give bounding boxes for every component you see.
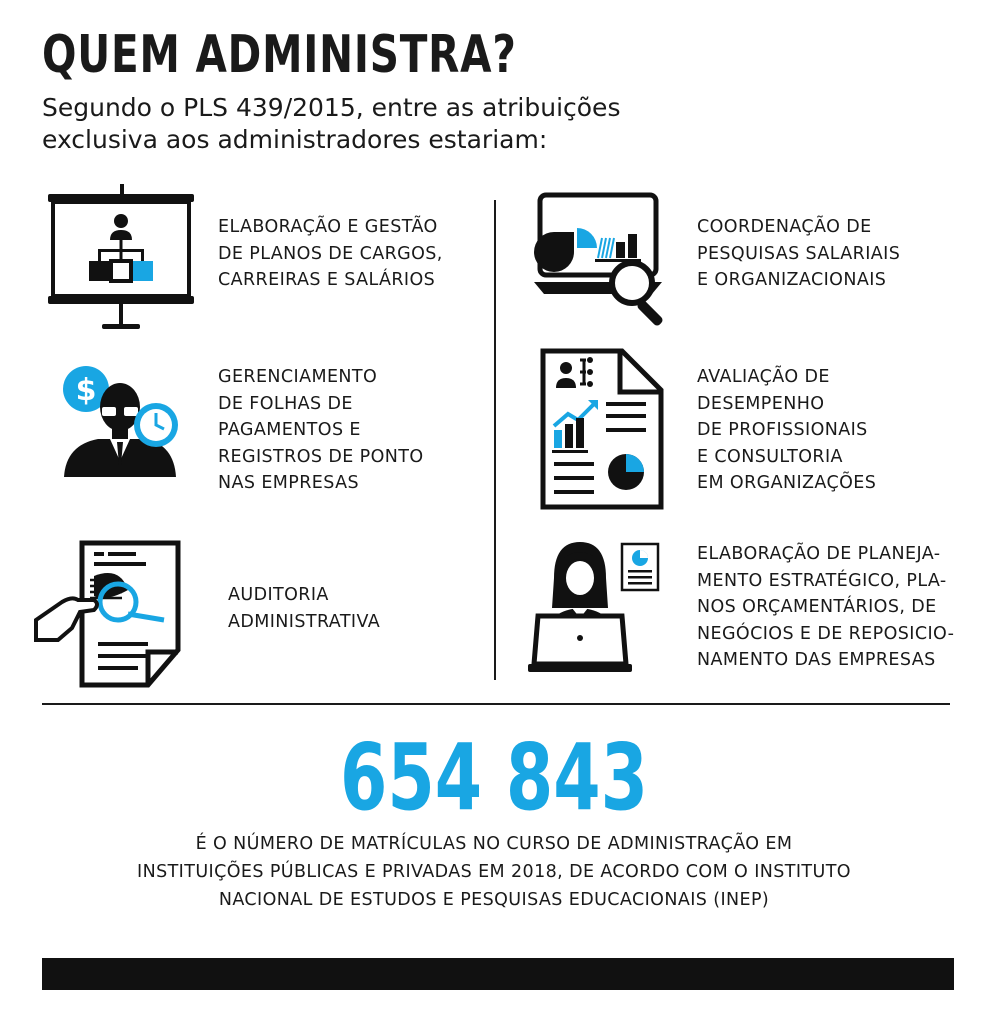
- column-divider: [494, 200, 496, 680]
- page-title: QUEM ADMINISTRA?: [42, 25, 517, 85]
- businessman-payroll-clock-icon: [60, 365, 180, 485]
- item-text-auditoria: AUDITORIA ADMINISTRATIVA: [228, 585, 381, 632]
- enrollment-number: 654 843: [340, 724, 648, 831]
- item-text-pesquisas-salariais: COORDENAÇÃO DE PESQUISAS SALARIAIS E ORGANIZACIONAIS: [697, 217, 901, 290]
- subtitle-text: Segundo o PLS 439/2015, entre as atribuições exclusiva aos administradores estariam:: [42, 93, 621, 154]
- page-subtitle: [42, 92, 742, 156]
- section-divider: [42, 703, 950, 705]
- item-text-avaliacao-desempenho: AVALIAÇÃO DE DESEMPENHO DE PROFISSIONAIS E CONSULTORIA EM ORGANIZAÇÕES: [697, 367, 877, 493]
- org-chart-presentation-icon: [46, 184, 196, 334]
- footer-bar: [42, 958, 954, 990]
- performance-report-document-icon: [540, 348, 664, 510]
- audit-document-hand-icon: [32, 540, 182, 688]
- item-text-folhas-pagamento: GERENCIAMENTO DE FOLHAS DE PAGAMENTOS E REGISTROS DE PONTO NAS EMPRESAS: [218, 367, 424, 493]
- item-text-planos-cargos: ELABORAÇÃO E GESTÃO DE PLANOS DE CARGOS, CARREIRAS E SALÁRIOS: [218, 217, 443, 290]
- laptop-analytics-magnifier-icon: [532, 190, 672, 330]
- svg-text:$: $: [75, 373, 97, 408]
- woman-laptop-planning-icon: [526, 538, 666, 678]
- item-text-planejamento-estrategico: ELABORAÇÃO DE PLANEJA- MENTO ESTRATÉGICO, PLA- NOS ORÇAMENTÁRIOS, DE NEGÓCIOS E DE REPOSICIO- NAMENTO DAS EMPRESAS: [697, 544, 955, 670]
- enrollment-caption: É O NÚMERO DE MATRÍCULAS NO CURSO DE ADMINISTRAÇÃO EM INSTITUIÇÕES PÚBLICAS E PRIVADAS EM 2018, DE ACORDO COM O INSTITUTO NACIONAL DE ESTUDOS E PESQUISAS EDUCACIONAIS (INEP): [137, 834, 851, 910]
